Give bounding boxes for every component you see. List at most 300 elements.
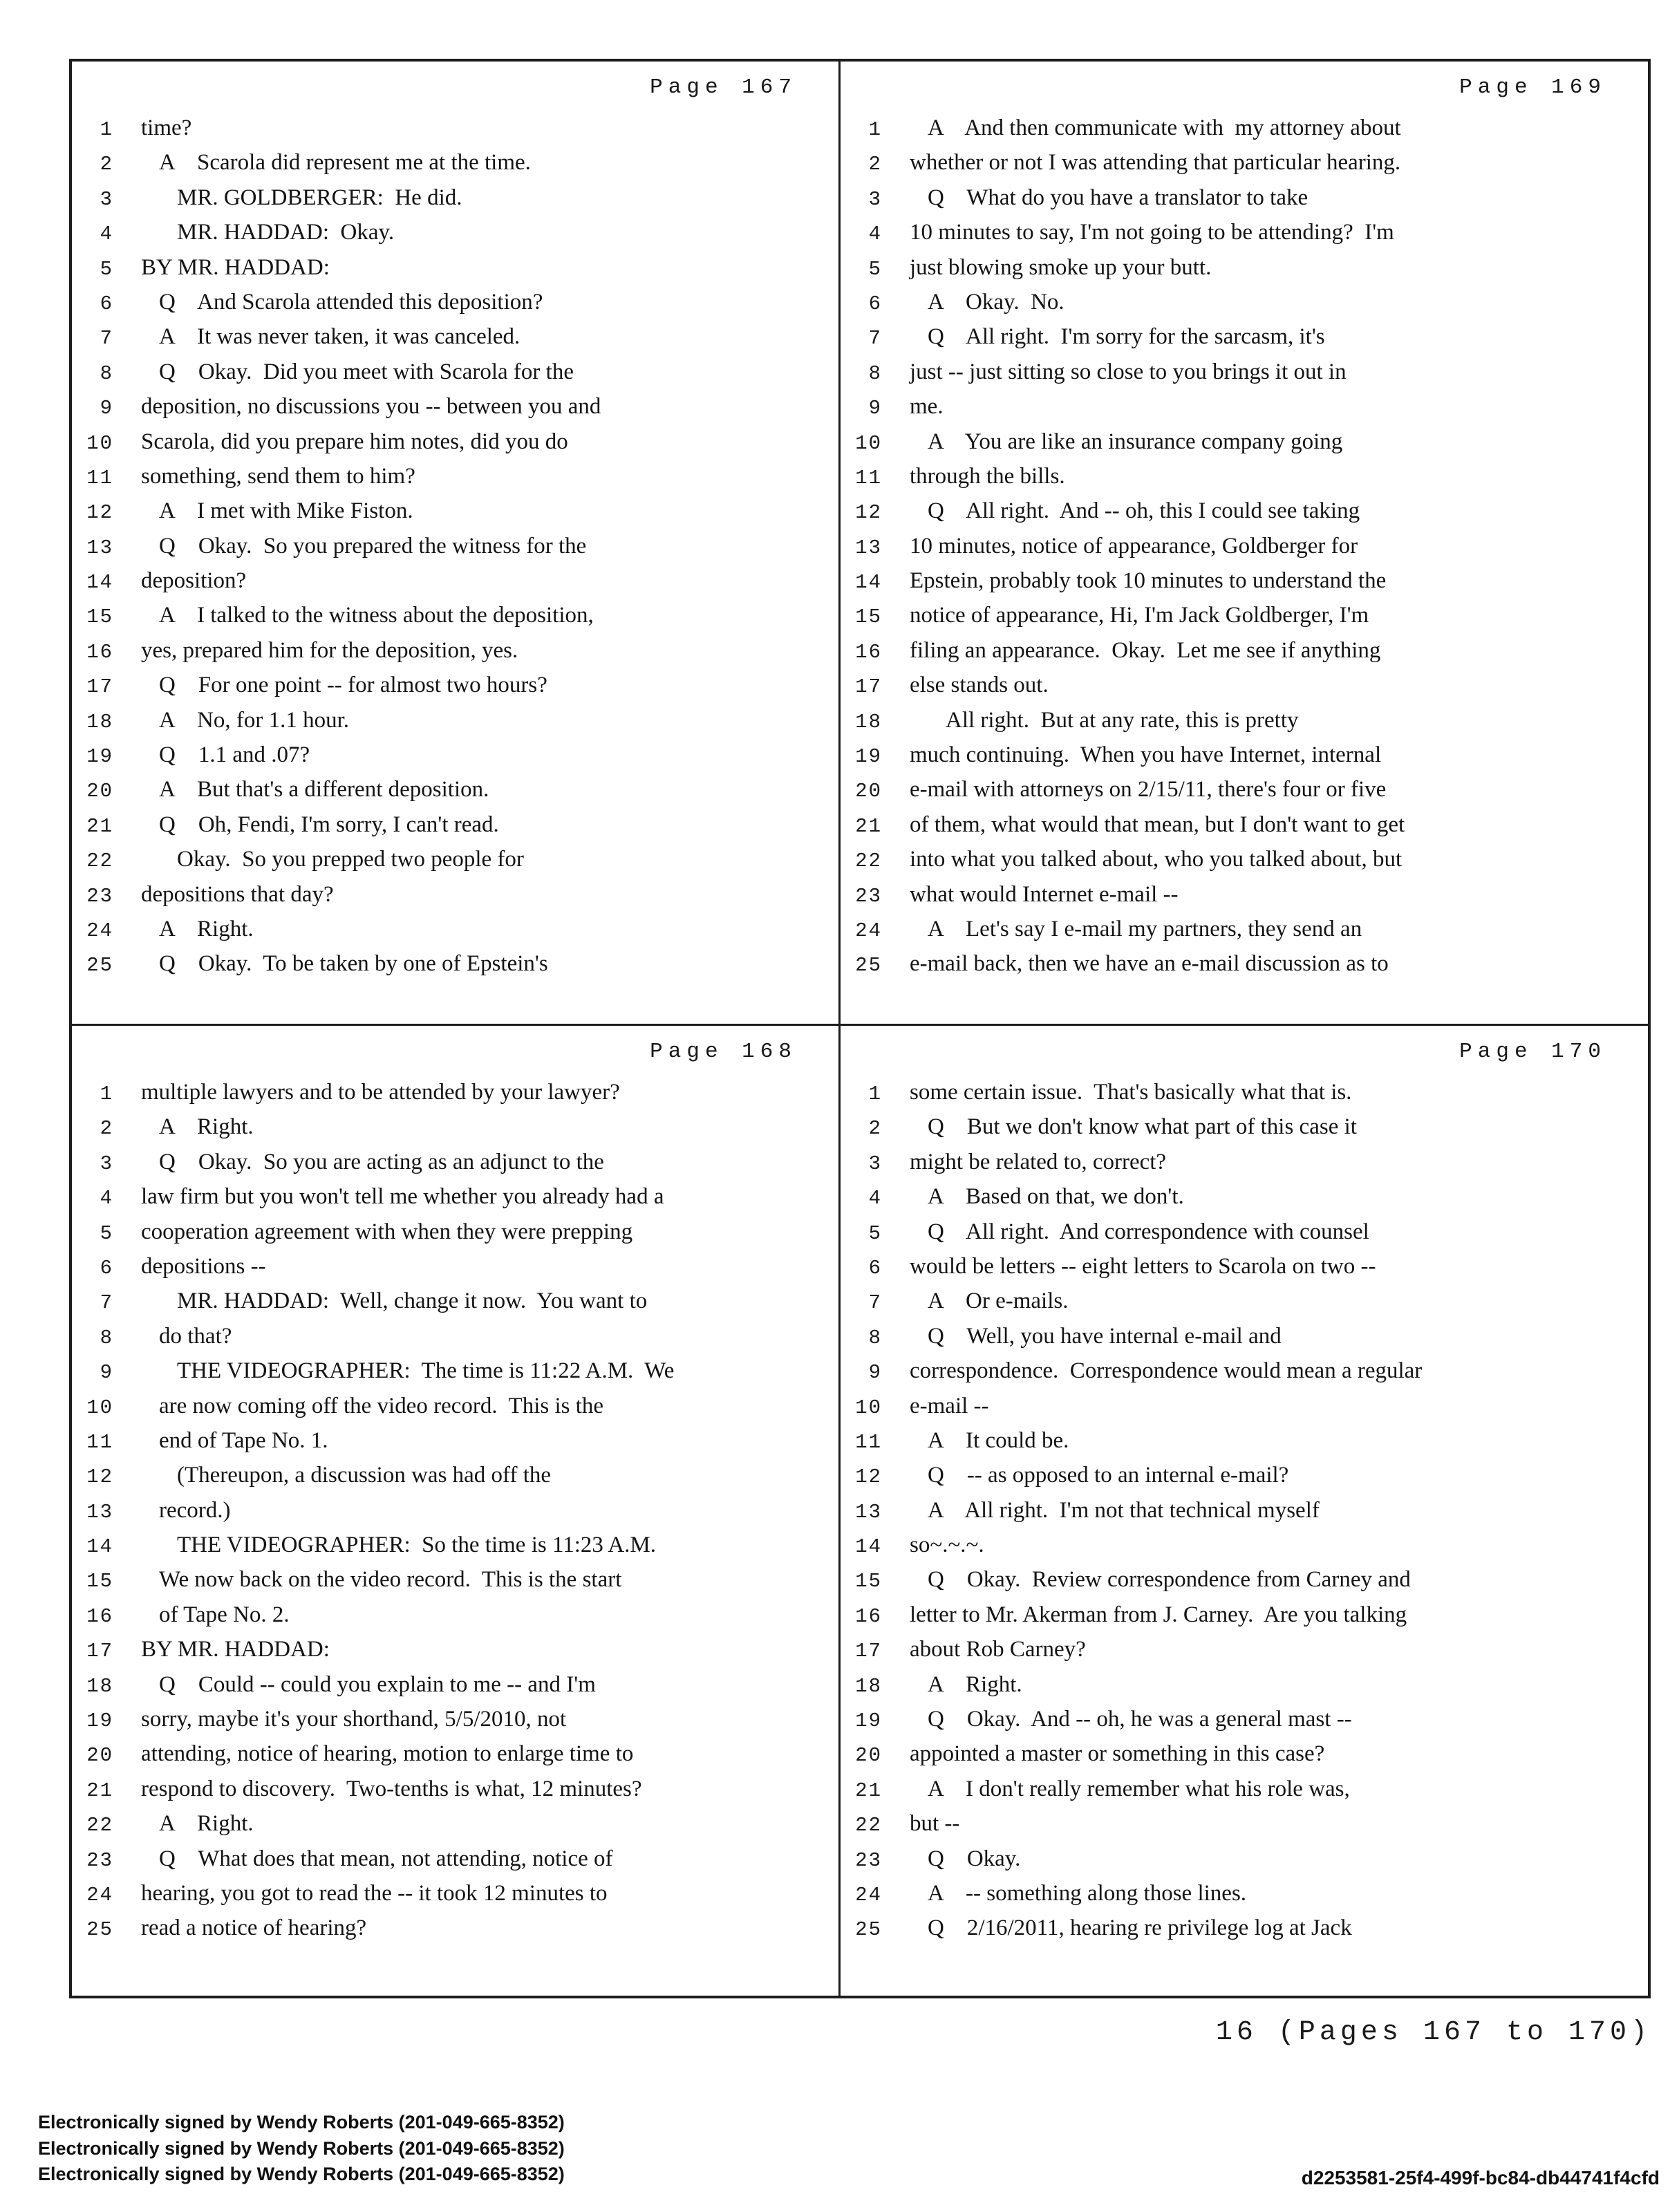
transcript-line xyxy=(86,563,820,598)
transcript-line xyxy=(86,1667,820,1702)
line-number: 6 xyxy=(868,1256,882,1280)
transcript-line xyxy=(854,633,1630,668)
transcript-line xyxy=(86,1597,820,1632)
transcript-line xyxy=(86,842,820,877)
line-number: 11 xyxy=(86,466,113,489)
transcript-page-167 xyxy=(72,62,841,1026)
line-text: attending, notice of hearing, motion to enlarge time to xyxy=(141,1741,634,1767)
page-header: Page 169 xyxy=(1459,75,1606,100)
transcript-line xyxy=(854,1179,1630,1214)
line-number: 17 xyxy=(86,1640,113,1663)
line-number: 22 xyxy=(86,850,113,873)
transcript-line xyxy=(86,459,820,494)
line-number: 1 xyxy=(868,118,882,141)
transcript-line xyxy=(86,598,820,632)
transcript-line xyxy=(86,1876,820,1911)
line-number: 15 xyxy=(855,1570,882,1593)
line-number: 16 xyxy=(86,640,113,664)
transcript-line xyxy=(86,424,820,459)
line-number: 6 xyxy=(100,292,113,315)
line-number: 18 xyxy=(86,1674,113,1698)
transcript-line xyxy=(86,1772,820,1806)
transcript-line xyxy=(86,145,820,180)
transcript-line xyxy=(854,668,1630,702)
transcript-line xyxy=(854,459,1630,494)
transcript-page-170 xyxy=(841,1026,1648,1996)
transcript-line xyxy=(854,1736,1630,1771)
transcript-line xyxy=(854,424,1630,459)
transcript-lines xyxy=(86,111,820,982)
line-text: MR. GOLDBERGER: He did. xyxy=(177,185,462,210)
transcript-line xyxy=(86,1911,820,1945)
line-text: might be related to, correct? xyxy=(910,1149,1167,1174)
transcript-line xyxy=(854,598,1630,632)
page-header: Page 167 xyxy=(650,75,797,100)
transcript-line xyxy=(86,1145,820,1179)
line-number: 3 xyxy=(868,1152,882,1175)
line-number: 14 xyxy=(86,571,113,594)
transcript-line xyxy=(86,1632,820,1667)
transcript-line xyxy=(86,1319,820,1353)
transcript-line xyxy=(854,111,1630,145)
transcript-line xyxy=(86,772,820,807)
line-text: e-mail -- xyxy=(910,1393,989,1418)
line-number: 2 xyxy=(100,1117,113,1141)
line-number: 22 xyxy=(86,1814,113,1837)
line-number: 25 xyxy=(855,954,882,977)
line-number: 22 xyxy=(855,1814,882,1837)
transcript-sheet xyxy=(69,59,1651,1998)
line-number: 17 xyxy=(855,1640,882,1663)
line-text: A All right. I'm not that technical myself xyxy=(928,1497,1320,1523)
line-text: Q But we don't know what part of this case it xyxy=(928,1114,1357,1140)
line-number: 19 xyxy=(855,1709,882,1733)
line-text: filing an appearance. Okay. Let me see if anything xyxy=(910,637,1381,663)
transcript-line xyxy=(854,215,1630,250)
line-text: read a notice of hearing? xyxy=(141,1915,367,1941)
line-number: 9 xyxy=(100,397,113,420)
line-text: A -- something along those lines. xyxy=(928,1880,1247,1906)
line-text: MR. HADDAD: Well, change it now. You want to xyxy=(177,1288,648,1314)
transcript-line xyxy=(854,1458,1630,1492)
line-text: so~.~.~. xyxy=(910,1533,984,1558)
transcript-line xyxy=(854,285,1630,319)
line-text: A Okay. No. xyxy=(928,289,1064,315)
line-text: e-mail back, then we have an e-mail discussion as to xyxy=(910,951,1389,977)
transcript-lines xyxy=(86,1075,820,1946)
line-text: Q Well, you have internal e-mail and xyxy=(928,1323,1282,1349)
line-text: Q All right. I'm sorry for the sarcasm, it's xyxy=(928,324,1325,350)
line-number: 9 xyxy=(868,397,882,420)
line-number: 12 xyxy=(855,501,882,525)
line-number: 20 xyxy=(855,1744,882,1768)
line-text: about Rob Carney? xyxy=(910,1637,1086,1662)
line-text: record.) xyxy=(159,1497,231,1523)
transcript-line xyxy=(86,1179,820,1214)
transcript-line xyxy=(86,1249,820,1284)
transcript-line xyxy=(854,807,1630,842)
line-text: but -- xyxy=(910,1811,960,1837)
line-number: 19 xyxy=(86,1709,113,1733)
line-number: 20 xyxy=(86,780,113,803)
transcript-line xyxy=(86,389,820,424)
line-number: 18 xyxy=(855,710,882,733)
transcript-line xyxy=(854,1528,1630,1562)
line-text: Q Okay. To be taken by one of Epstein's xyxy=(159,951,548,977)
line-text: A And then communicate with my attorney about xyxy=(928,115,1401,140)
line-text: A Right. xyxy=(159,1114,254,1140)
transcript-line xyxy=(86,180,820,215)
line-text: me. xyxy=(910,394,944,420)
line-number: 19 xyxy=(86,745,113,769)
page-header: Page 168 xyxy=(650,1040,797,1064)
transcript-line xyxy=(854,145,1630,180)
signature-line: Electronically signed by Wendy Roberts (201-049-665-8352) xyxy=(38,2164,565,2184)
line-text: 10 minutes to say, I'm not going to be attending? I'm xyxy=(910,220,1394,245)
line-number: 3 xyxy=(868,187,882,211)
transcript-line xyxy=(86,738,820,772)
line-text: Q 1.1 and .07? xyxy=(159,742,310,768)
transcript-line xyxy=(854,529,1630,563)
transcript-line xyxy=(86,633,820,668)
line-text: time? xyxy=(141,115,192,140)
line-number: 2 xyxy=(100,153,113,176)
signature-block xyxy=(38,2110,565,2188)
line-text: much continuing. When you have Internet, internal xyxy=(910,742,1382,768)
line-text: Q Okay. So you are acting as an adjunct to the xyxy=(159,1149,604,1174)
line-number: 16 xyxy=(86,1604,113,1628)
transcript-line xyxy=(854,912,1630,946)
line-text: Q Okay. And -- oh, he was a general mast -- xyxy=(928,1707,1352,1732)
line-text: Q For one point -- for almost two hours? xyxy=(159,673,547,698)
transcript-line xyxy=(86,1458,820,1492)
line-number: 23 xyxy=(86,884,113,908)
transcript-line xyxy=(854,1109,1630,1144)
line-number: 20 xyxy=(855,780,882,803)
transcript-line xyxy=(86,1215,820,1249)
transcript-line xyxy=(854,946,1630,981)
transcript-line xyxy=(86,285,820,319)
transcript-line xyxy=(854,1353,1630,1388)
line-text: depositions that day? xyxy=(141,881,334,907)
line-text: Q All right. And correspondence with counsel xyxy=(928,1219,1369,1244)
transcript-line xyxy=(86,1702,820,1736)
transcript-line xyxy=(854,1772,1630,1806)
line-text: A Right. xyxy=(159,916,254,941)
transcript-line xyxy=(86,1841,820,1876)
transcript-line xyxy=(854,1876,1630,1911)
line-number: 13 xyxy=(855,1500,882,1524)
line-number: 4 xyxy=(868,1187,882,1210)
transcript-lines xyxy=(854,111,1630,982)
line-number: 13 xyxy=(86,536,113,559)
line-text: A No, for 1.1 hour. xyxy=(159,707,349,733)
line-number: 16 xyxy=(855,1604,882,1628)
line-number: 15 xyxy=(855,606,882,629)
line-number: 10 xyxy=(86,1396,113,1419)
line-number: 5 xyxy=(868,257,882,281)
transcript-line xyxy=(854,1597,1630,1632)
transcript-line xyxy=(86,1075,820,1109)
line-text: A You are like an insurance company going xyxy=(928,429,1343,454)
page-range-summary: 16 (Pages 167 to 170) xyxy=(1215,2017,1651,2048)
transcript-line xyxy=(86,111,820,145)
line-number: 14 xyxy=(855,1535,882,1559)
line-text: Scarola, did you prepare him notes, did you do xyxy=(141,429,568,454)
line-number: 4 xyxy=(100,1187,113,1210)
line-text: Q Could -- could you explain to me -- and I'm xyxy=(159,1671,596,1697)
line-number: 20 xyxy=(86,1744,113,1768)
line-number: 9 xyxy=(868,1361,882,1385)
line-number: 12 xyxy=(855,1465,882,1489)
line-text: Q What does that mean, not attending, notice of xyxy=(159,1846,613,1871)
line-number: 22 xyxy=(855,850,882,873)
transcript-line xyxy=(86,1562,820,1597)
line-text: are now coming off the video record. This is the xyxy=(159,1393,604,1418)
line-text: sorry, maybe it's your shorthand, 5/5/2010, not xyxy=(141,1707,567,1732)
line-number: 25 xyxy=(855,1918,882,1942)
line-number: 8 xyxy=(868,362,882,385)
transcript-line xyxy=(86,1736,820,1771)
line-text: whether or not I was attending that particular hearing. xyxy=(910,150,1401,176)
transcript-line xyxy=(86,668,820,702)
line-text: Q Okay. Review correspondence from Carney and xyxy=(928,1567,1411,1593)
transcript-line xyxy=(86,1353,820,1388)
transcript-line xyxy=(86,877,820,912)
transcript-line xyxy=(854,1423,1630,1458)
transcript-line xyxy=(86,1109,820,1144)
line-text: THE VIDEOGRAPHER: The time is 11:22 A.M. We xyxy=(177,1358,675,1384)
line-number: 23 xyxy=(855,1848,882,1872)
line-number: 6 xyxy=(100,1256,113,1280)
line-text: depositions -- xyxy=(141,1253,266,1279)
line-text: do that? xyxy=(159,1323,232,1349)
document-id: d2253581-25f4-499f-bc84-db44741f4cfd xyxy=(1301,2167,1660,2188)
line-text: A Or e-mails. xyxy=(928,1288,1069,1314)
line-number: 12 xyxy=(86,1465,113,1489)
line-number: 24 xyxy=(86,919,113,942)
line-number: 24 xyxy=(86,1883,113,1906)
line-number: 17 xyxy=(855,675,882,699)
line-text: All right. But at any rate, this is pretty xyxy=(946,707,1299,733)
transcript-line xyxy=(854,1806,1630,1841)
transcript-line xyxy=(854,703,1630,738)
line-text: Q All right. And -- oh, this I could see taking xyxy=(928,498,1360,524)
line-number: 3 xyxy=(100,187,113,211)
transcript-line xyxy=(86,319,820,354)
line-text: BY MR. HADDAD: xyxy=(141,254,330,280)
line-text: hearing, you got to read the -- it took 12 minutes to xyxy=(141,1880,608,1906)
line-number: 15 xyxy=(86,1570,113,1593)
line-text: 10 minutes, notice of appearance, Goldberger for xyxy=(910,533,1358,559)
transcript-line xyxy=(86,215,820,250)
line-text: cooperation agreement with when they were prepping xyxy=(141,1219,633,1244)
transcript-line xyxy=(854,842,1630,877)
line-text: multiple lawyers and to be attended by your lawyer? xyxy=(141,1080,620,1105)
line-text: A Let's say I e-mail my partners, they send an xyxy=(928,916,1362,941)
transcript-line xyxy=(854,319,1630,354)
line-number: 14 xyxy=(86,1535,113,1559)
transcript-page-168 xyxy=(72,1026,841,1996)
line-number: 1 xyxy=(868,1082,882,1105)
transcript-line xyxy=(854,355,1630,389)
line-text: A Right. xyxy=(159,1811,254,1837)
line-number: 17 xyxy=(86,675,113,699)
line-text: BY MR. HADDAD: xyxy=(141,1637,330,1662)
line-text: A Scarola did represent me at the time. xyxy=(159,150,531,176)
line-text: some certain issue. That's basically what that is. xyxy=(910,1080,1352,1105)
line-number: 24 xyxy=(855,1883,882,1906)
line-text: A Based on that, we don't. xyxy=(928,1184,1184,1210)
line-number: 21 xyxy=(86,1779,113,1802)
line-text: just blowing smoke up your butt. xyxy=(910,254,1212,280)
line-number: 5 xyxy=(100,257,113,281)
transcript-line xyxy=(854,1562,1630,1597)
transcript-line xyxy=(86,912,820,946)
line-text: Okay. So you prepped two people for xyxy=(177,847,524,872)
line-number: 9 xyxy=(100,1361,113,1385)
transcript-line xyxy=(854,494,1630,528)
line-number: 13 xyxy=(86,1500,113,1524)
line-number: 10 xyxy=(855,431,882,455)
line-number: 8 xyxy=(100,362,113,385)
line-number: 25 xyxy=(86,1918,113,1942)
line-number: 5 xyxy=(100,1221,113,1245)
transcript-line xyxy=(86,946,820,981)
line-number: 8 xyxy=(868,1326,882,1349)
line-number: 11 xyxy=(86,1430,113,1454)
line-text: would be letters -- eight letters to Scarola on two -- xyxy=(910,1253,1376,1279)
line-text: THE VIDEOGRAPHER: So the time is 11:23 A.M. xyxy=(177,1533,657,1558)
transcript-line xyxy=(86,529,820,563)
line-number: 13 xyxy=(855,536,882,559)
line-number: 4 xyxy=(100,223,113,246)
page-header: Page 170 xyxy=(1459,1040,1606,1064)
line-number: 24 xyxy=(855,919,882,942)
line-number: 21 xyxy=(855,1779,882,1802)
line-number: 2 xyxy=(868,1117,882,1141)
transcript-line xyxy=(86,494,820,528)
line-number: 1 xyxy=(100,118,113,141)
line-number: 11 xyxy=(855,1430,882,1454)
line-number: 19 xyxy=(855,745,882,769)
line-number: 23 xyxy=(86,1848,113,1872)
line-text: A It could be. xyxy=(928,1427,1069,1453)
line-text: respond to discovery. Two-tenths is what, 12 minutes? xyxy=(141,1776,642,1801)
line-text: yes, prepared him for the deposition, yes. xyxy=(141,637,518,663)
transcript-line xyxy=(854,1389,1630,1423)
transcript-line xyxy=(854,1249,1630,1284)
line-text: just -- just sitting so close to you brings it out in xyxy=(910,359,1347,384)
line-text: A I met with Mike Fiston. xyxy=(159,498,413,524)
line-text: A Right. xyxy=(928,1671,1022,1697)
transcript-line xyxy=(854,877,1630,912)
line-number: 7 xyxy=(100,327,113,350)
line-number: 12 xyxy=(86,501,113,525)
transcript-line xyxy=(86,1806,820,1841)
line-text: through the bills. xyxy=(910,463,1065,489)
signature-line: Electronically signed by Wendy Roberts (201-049-665-8352) xyxy=(38,2112,565,2133)
signature-line: Electronically signed by Wendy Roberts (201-049-665-8352) xyxy=(38,2137,565,2159)
line-text: Epstein, probably took 10 minutes to understand the xyxy=(910,568,1387,594)
transcript-lines xyxy=(854,1075,1630,1946)
line-number: 3 xyxy=(100,1152,113,1175)
line-text: Q Okay. xyxy=(928,1846,1021,1871)
line-text: of them, what would that mean, but I don't want to get xyxy=(910,812,1405,837)
line-text: end of Tape No. 1. xyxy=(159,1427,328,1453)
line-number: 10 xyxy=(86,431,113,455)
line-text: Q -- as opposed to an internal e-mail? xyxy=(928,1463,1289,1488)
transcript-line xyxy=(86,1284,820,1318)
line-number: 5 xyxy=(868,1221,882,1245)
line-number: 7 xyxy=(868,327,882,350)
transcript-line xyxy=(86,807,820,842)
transcript-line xyxy=(854,1841,1630,1876)
line-text: We now back on the video record. This is the start xyxy=(159,1567,622,1593)
line-number: 16 xyxy=(855,640,882,664)
transcript-line xyxy=(86,1389,820,1423)
transcript-line xyxy=(854,1702,1630,1736)
line-text: e-mail with attorneys on 2/15/11, there's four or five xyxy=(910,777,1387,803)
line-number: 2 xyxy=(868,153,882,176)
line-text: what would Internet e-mail -- xyxy=(910,881,1179,907)
line-number: 1 xyxy=(100,1082,113,1105)
transcript-line xyxy=(86,250,820,285)
line-number: 11 xyxy=(855,466,882,489)
transcript-line xyxy=(854,1145,1630,1179)
transcript-line xyxy=(854,250,1630,285)
transcript-line xyxy=(86,703,820,738)
line-text: Q Oh, Fendi, I'm sorry, I can't read. xyxy=(159,812,499,837)
transcript-line xyxy=(86,355,820,389)
line-text: Q What do you have a translator to take xyxy=(928,185,1309,210)
line-text: A It was never taken, it was canceled. xyxy=(159,324,520,350)
line-text: Q Okay. Did you meet with Scarola for the xyxy=(159,359,574,384)
line-text: Q 2/16/2011, hearing re privilege log at Jack xyxy=(928,1915,1352,1941)
line-number: 7 xyxy=(868,1291,882,1315)
transcript-line xyxy=(854,563,1630,598)
line-number: 4 xyxy=(868,223,882,246)
line-text: of Tape No. 2. xyxy=(159,1602,290,1627)
transcript-line xyxy=(854,1911,1630,1945)
line-text: A I talked to the witness about the deposition, xyxy=(159,603,594,628)
transcript-line xyxy=(854,1284,1630,1318)
transcript-line xyxy=(86,1528,820,1562)
line-text: law firm but you won't tell me whether you already had a xyxy=(141,1184,664,1210)
line-text: correspondence. Correspondence would mean a regular xyxy=(910,1358,1423,1384)
line-number: 10 xyxy=(855,1396,882,1419)
line-number: 25 xyxy=(86,954,113,977)
transcript-line xyxy=(854,1215,1630,1249)
transcript-line xyxy=(86,1493,820,1528)
transcript-page-169 xyxy=(841,62,1648,1026)
line-text: else stands out. xyxy=(910,673,1049,698)
line-number: 21 xyxy=(855,814,882,838)
line-number: 7 xyxy=(100,1291,113,1315)
transcript-line xyxy=(854,1632,1630,1667)
line-text: (Thereupon, a discussion was had off the xyxy=(177,1463,552,1488)
transcript-line xyxy=(86,1423,820,1458)
line-text: letter to Mr. Akerman from J. Carney. Are you talking xyxy=(910,1602,1407,1627)
line-text: Q Okay. So you prepared the witness for the xyxy=(159,533,587,559)
transcript-line xyxy=(854,1075,1630,1109)
line-text: deposition? xyxy=(141,568,247,594)
line-number: 18 xyxy=(86,710,113,733)
line-number: 15 xyxy=(86,606,113,629)
transcript-line xyxy=(854,180,1630,215)
transcript-line xyxy=(854,1493,1630,1528)
line-number: 21 xyxy=(86,814,113,838)
